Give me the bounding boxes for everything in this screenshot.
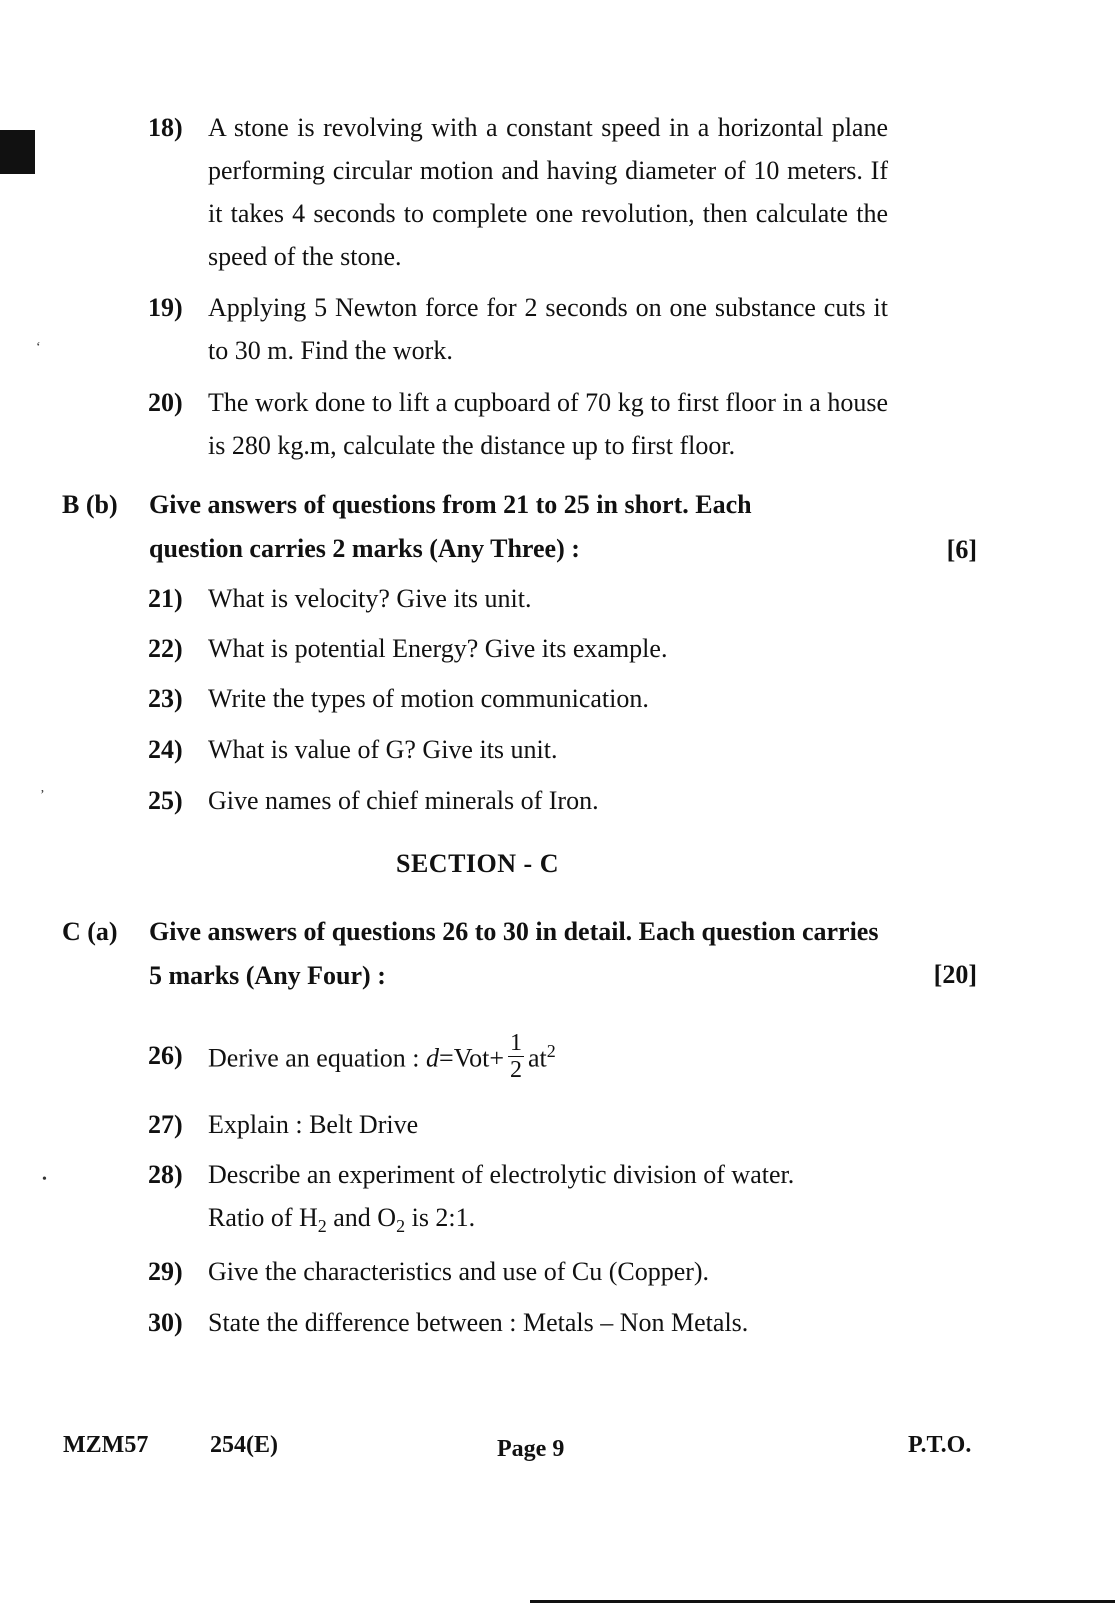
section-title-text: SECTION - C (396, 849, 559, 878)
section-instruction: Give answers of questions from 21 to 25 in short. Each question carries 2 marks (Any Three) : (149, 490, 752, 563)
section-c-title (0, 849, 1115, 879)
equation-variable: d (426, 1043, 440, 1073)
subscript: 2 (317, 1216, 327, 1237)
question-text: What is value of G? Give its unit. (208, 735, 558, 764)
question-number: 22) (148, 634, 183, 663)
equation-middle: =Vot+ (439, 1043, 505, 1073)
subscript: 2 (396, 1216, 406, 1237)
question-23 (148, 677, 888, 720)
question-number: 18) (148, 113, 183, 142)
question-25 (148, 779, 888, 822)
equation-end: at (528, 1043, 547, 1073)
question-line-2a: Ratio of H (208, 1203, 318, 1232)
question-text: What is velocity? Give its unit. (208, 584, 532, 613)
bottom-rule (530, 1600, 1115, 1603)
question-22 (148, 627, 888, 670)
equation-fraction (508, 1030, 524, 1083)
question-number: 23) (148, 684, 183, 713)
question-text: Write the types of motion communication. (208, 684, 649, 713)
question-26 (148, 1030, 888, 1087)
section-c-a-marks: [20] (933, 960, 977, 989)
question-30 (148, 1301, 888, 1344)
equation-exponent: 2 (546, 1041, 556, 1061)
question-number: 26) (148, 1041, 183, 1070)
question-text: Applying 5 Newton force for 2 seconds on one substance cuts it to 30 m. Find the work. (208, 293, 888, 365)
question-29 (148, 1250, 888, 1293)
fraction-numerator: 1 (510, 1030, 523, 1057)
question-28 (148, 1153, 888, 1248)
question-text (208, 1153, 888, 1248)
question-18 (148, 106, 888, 278)
registration-mark (0, 130, 35, 174)
footer-page: Page 9 (497, 1436, 565, 1462)
question-number: 28) (148, 1160, 183, 1189)
question-line-2b: and O (326, 1203, 397, 1232)
scan-speck: ‘ (36, 340, 41, 355)
question-number: 24) (148, 735, 183, 764)
question-text: The work done to lift a cupboard of 70 kg to first floor in a house is 280 kg.m, calculate the distance up to first floor. (208, 388, 888, 460)
question-number: 20) (148, 388, 183, 417)
footer-paper: 254(E) (210, 1432, 278, 1458)
question-number: 21) (148, 584, 183, 613)
question-24 (148, 728, 888, 771)
question-text: State the difference between : Metals – Non Metals. (208, 1308, 749, 1337)
question-27 (148, 1103, 888, 1146)
question-number: 30) (148, 1308, 183, 1337)
question-text: A stone is revolving with a constant speed in a horizontal plane performing circular motion and having diameter of 10 meters. If it takes 4 seconds to complete one revolution, then calculate the speed of the stone. (208, 113, 888, 271)
question-text (208, 1030, 888, 1087)
section-label: C (a) (62, 917, 118, 946)
question-number: 19) (148, 293, 183, 322)
question-line-1: Describe an experiment of electrolytic division of water. (208, 1160, 795, 1189)
section-c-a-heading (62, 910, 882, 998)
section-b-b-marks: [6] (946, 535, 977, 564)
section-label: B (b) (62, 490, 118, 519)
question-19 (148, 286, 888, 372)
question-text: Give the characteristics and use of Cu (Copper). (208, 1257, 710, 1286)
question-number: 27) (148, 1110, 183, 1139)
footer-pto: P.T.O. (908, 1432, 972, 1458)
question-number: 25) (148, 786, 183, 815)
section-instruction: Give answers of questions 26 to 30 in detail. Each question carries 5 marks (Any Four) : (149, 917, 879, 990)
question-line-2c: is 2:1. (405, 1203, 476, 1232)
question-21 (148, 577, 888, 620)
question-text: Give names of chief minerals of Iron. (208, 786, 599, 815)
question-text: What is potential Energy? Give its example. (208, 634, 668, 663)
fraction-denominator: 2 (510, 1057, 523, 1084)
footer-code: MZM57 (63, 1432, 149, 1458)
equation-prefix: Derive an equation : (208, 1043, 427, 1073)
question-number: 29) (148, 1257, 183, 1286)
scan-speck: ’ (40, 788, 45, 803)
scan-speck: • (42, 1172, 47, 1187)
question-20 (148, 381, 888, 467)
section-b-b-heading (62, 483, 842, 571)
question-text: Explain : Belt Drive (208, 1110, 419, 1139)
